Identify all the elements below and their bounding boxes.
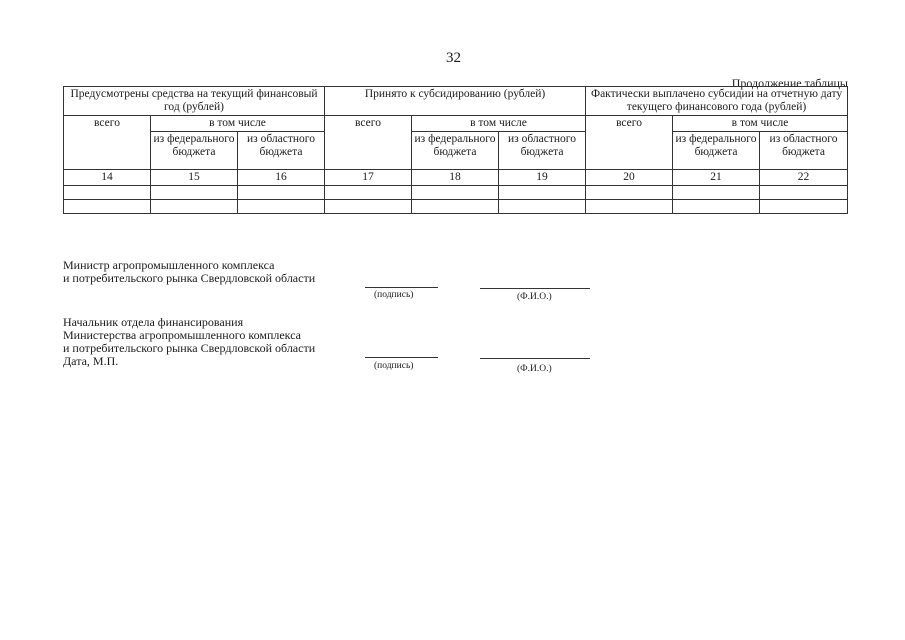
subsidy-table (63, 86, 848, 214)
table-row (64, 200, 848, 214)
head-title-line: Начальник отдела финансирования (63, 315, 244, 329)
regional-header: из областного бюджета (238, 132, 325, 170)
table-cell (499, 200, 586, 214)
including-header: в том числе (412, 116, 586, 132)
table-cell (238, 200, 325, 214)
date-stamp-label: Дата, М.П. (63, 354, 119, 368)
table-row (64, 186, 848, 200)
table-cell (760, 200, 848, 214)
table-cell (499, 186, 586, 200)
column-number: 22 (760, 170, 848, 186)
table-cell (673, 200, 760, 214)
table-cell (325, 200, 412, 214)
page-number: 32 (446, 50, 461, 66)
table-cell (412, 186, 499, 200)
federal-header: из федерального бюджета (151, 132, 238, 170)
including-header: в том числе (151, 116, 325, 132)
table-cell (151, 186, 238, 200)
column-number: 18 (412, 170, 499, 186)
federal-header: из федерального бюджета (412, 132, 499, 170)
name-caption: (Ф.И.О.) (517, 292, 552, 302)
signature-caption: (подпись) (374, 361, 414, 371)
column-number: 14 (64, 170, 151, 186)
signature-caption: (подпись) (374, 290, 414, 300)
minister-title (63, 259, 315, 285)
table-cell (64, 200, 151, 214)
table-cell (760, 186, 848, 200)
group-header-paid: Фактически выплачено субсидии на отчетную дату текущего финансового года (рублей) (586, 87, 848, 116)
signature-line (365, 287, 438, 288)
table-cell (151, 200, 238, 214)
table-cell (64, 186, 151, 200)
group-header-accepted: Принято к субсидированию (рублей) (325, 87, 586, 116)
signature-line (365, 357, 438, 358)
column-number: 15 (151, 170, 238, 186)
table-cell (586, 186, 673, 200)
head-title (63, 316, 315, 368)
head-title-line: Министерства агропромышленного комплекса (63, 328, 302, 342)
minister-title-line: Министр агропромышленного комплекса (63, 258, 275, 272)
table-cell (238, 186, 325, 200)
minister-title-line: и потребительского рынка Свердловской области (63, 271, 316, 285)
column-number: 17 (325, 170, 412, 186)
column-number: 19 (499, 170, 586, 186)
table-cell (586, 200, 673, 214)
regional-header: из областного бюджета (499, 132, 586, 170)
continuation-label: Продолжение таблицы (731, 76, 848, 90)
column-number: 20 (586, 170, 673, 186)
federal-header: из федерального бюджета (673, 132, 760, 170)
name-line (480, 358, 590, 359)
table-cell (325, 186, 412, 200)
group-header-planned: Предусмотрены средства на текущий финансовый год (рублей) (64, 87, 325, 116)
column-number: 16 (238, 170, 325, 186)
total-header: всего (325, 116, 412, 170)
including-header: в том числе (673, 116, 848, 132)
total-header: всего (586, 116, 673, 170)
total-header: всего (64, 116, 151, 170)
table-cell (673, 186, 760, 200)
name-line (480, 288, 590, 289)
column-number: 21 (673, 170, 760, 186)
regional-header: из областного бюджета (760, 132, 848, 170)
head-title-line: и потребительского рынка Свердловской области (63, 341, 316, 355)
table-cell (412, 200, 499, 214)
name-caption: (Ф.И.О.) (517, 364, 552, 374)
